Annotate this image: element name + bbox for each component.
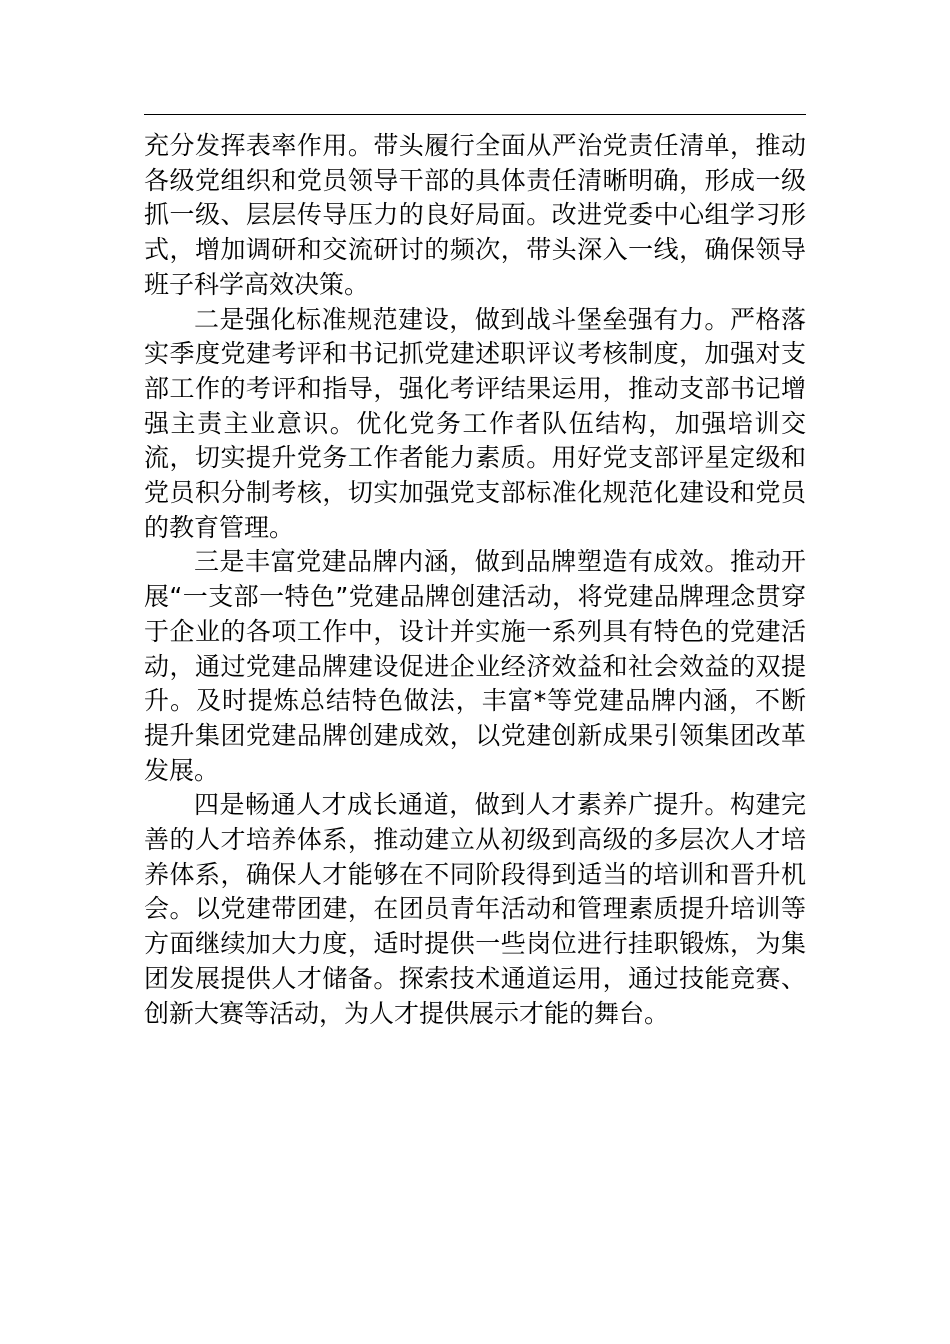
document-body [144, 129, 806, 1031]
paragraph-talent-development: 四是畅通人才成长通道，做到人才素养广提升。构建完善的人才培养体系，推动建立从初级到高级的多层次人才培养体系，确保人才能够在不同阶段得到适当的培训和晋升机会。以党建带团建，在团员青年活动和管理素质提升培训等方面继续加大力度，适时提供一些岗位进行挂职锻炼，为集团发展提供人才储备。探索技术通道运用，通过技能竞赛、创新大赛等活动，为人才提供展示才能的舞台。 [144, 790, 806, 1028]
paragraph-brand-building: 三是丰富党建品牌内涵，做到品牌塑造有成效。推动开展“一支部一特色”党建品牌创建活动，将党建品牌理念贯穿于企业的各项工作中，设计并实施一系列具有特色的党建活动，通过党建品牌建设促进企业经济效益和社会效益的双提升。及时提炼总结特色做法，丰富*等党建品牌内涵，不断提升集团党建品牌创建成效，以党建创新成果引领集团改革发展。 [144, 547, 806, 785]
paragraph-standardization: 二是强化标准规范建设，做到战斗堡垒强有力。严格落实季度党建考评和书记抓党建述职评议考核制度，加强对支部工作的考评和指导，强化考评结果运用，推动支部书记增强主责主业意识。优化党务工作者队伍结构，加强培训交流，切实提升党务工作者能力素质。用好党支部评星定级和党员积分制考核，切实加强党支部标准化规范化建设和党员的教育管理。 [144, 304, 806, 542]
header-rule [144, 114, 806, 115]
paragraph-continued: 充分发挥表率作用。带头履行全面从严治党责任清单，推动各级党组织和党员领导干部的具体责任清晰明确，形成一级抓一级、层层传导压力的良好局面。改进党委中心组学习形式，增加调研和交流研讨的频次，带头深入一线，确保领导班子科学高效决策。 [144, 131, 806, 299]
